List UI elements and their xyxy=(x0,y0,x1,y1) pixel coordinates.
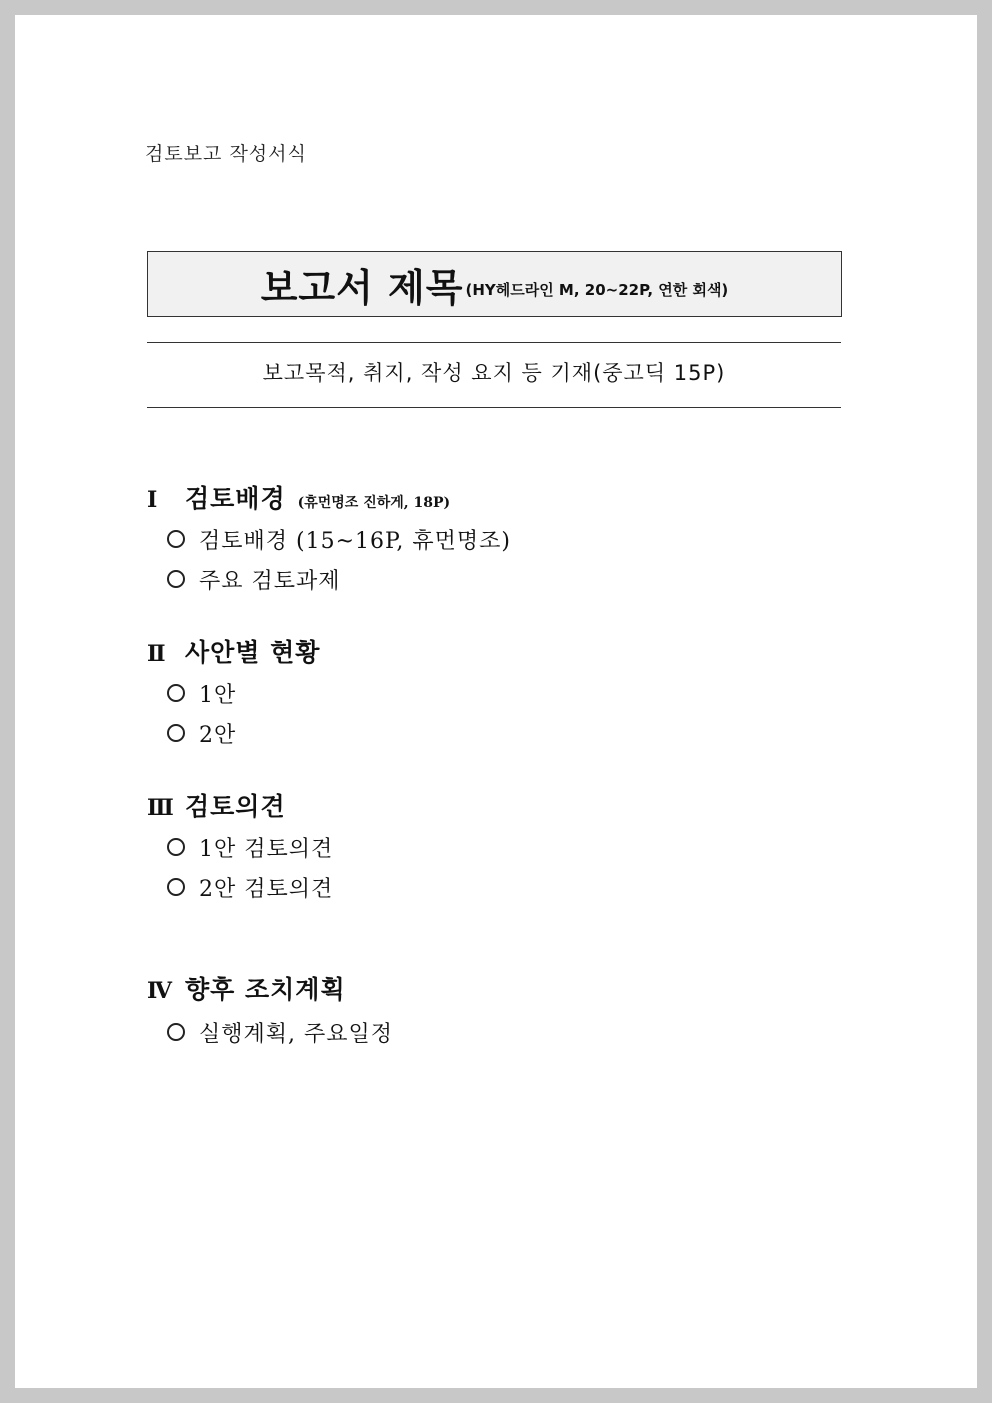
circle-bullet-icon xyxy=(167,724,185,742)
section-3 xyxy=(147,787,333,907)
list-item-text: 1안 xyxy=(199,682,237,708)
list-item xyxy=(167,827,333,867)
title-box xyxy=(147,251,842,317)
list-item xyxy=(167,713,320,753)
section-heading xyxy=(147,787,333,823)
circle-bullet-icon xyxy=(167,878,185,896)
purpose-bottom-rule xyxy=(147,407,841,408)
section-1 xyxy=(147,479,511,599)
list-item-text: 1안 검토의견 xyxy=(199,836,334,862)
purpose-top-rule xyxy=(147,342,841,343)
section-title: 검토배경 xyxy=(185,484,286,513)
section-title: 사안별 현황 xyxy=(185,638,321,667)
circle-bullet-icon xyxy=(167,838,185,856)
circle-bullet-icon xyxy=(167,1023,185,1041)
document-page xyxy=(15,15,977,1388)
purpose-text: 보고목적, 취지, 작성 요지 등 기재(중고딕 15P) xyxy=(262,361,726,385)
section-heading xyxy=(147,633,320,669)
section-format-note: (휴먼명조 진하게, 18P) xyxy=(297,495,451,511)
circle-bullet-icon xyxy=(167,570,185,588)
list-item xyxy=(167,1012,393,1052)
circle-bullet-icon xyxy=(167,530,185,548)
section-numeral: Ⅳ xyxy=(147,978,172,1004)
section-heading xyxy=(147,970,393,1006)
section-numeral: Ⅲ xyxy=(147,795,174,821)
circle-bullet-icon xyxy=(167,684,185,702)
list-item xyxy=(167,673,320,713)
list-item xyxy=(167,867,333,907)
section-numeral: Ⅱ xyxy=(147,641,166,667)
form-label: 검토보고 작성서식 xyxy=(145,143,307,165)
title-format-note: (HY헤드라인 M, 20~22P, 연한 회색) xyxy=(465,280,729,299)
list-item-text: 2안 xyxy=(199,722,237,748)
report-title: 보고서 제목 xyxy=(260,265,464,310)
list-item-text: 검토배경 (15~16P, 휴먼명조) xyxy=(199,528,511,554)
section-numeral: Ⅰ xyxy=(147,487,158,513)
list-item xyxy=(167,519,511,559)
section-2 xyxy=(147,633,320,753)
section-4 xyxy=(147,970,393,1052)
section-heading xyxy=(147,479,511,515)
list-item xyxy=(167,559,511,599)
list-item-text: 2안 검토의견 xyxy=(199,876,334,902)
list-item-text: 주요 검토과제 xyxy=(199,568,341,594)
section-title: 검토의견 xyxy=(185,792,286,821)
list-item-text: 실행계획, 주요일정 xyxy=(199,1021,394,1047)
section-title: 향후 조치계획 xyxy=(185,975,346,1004)
